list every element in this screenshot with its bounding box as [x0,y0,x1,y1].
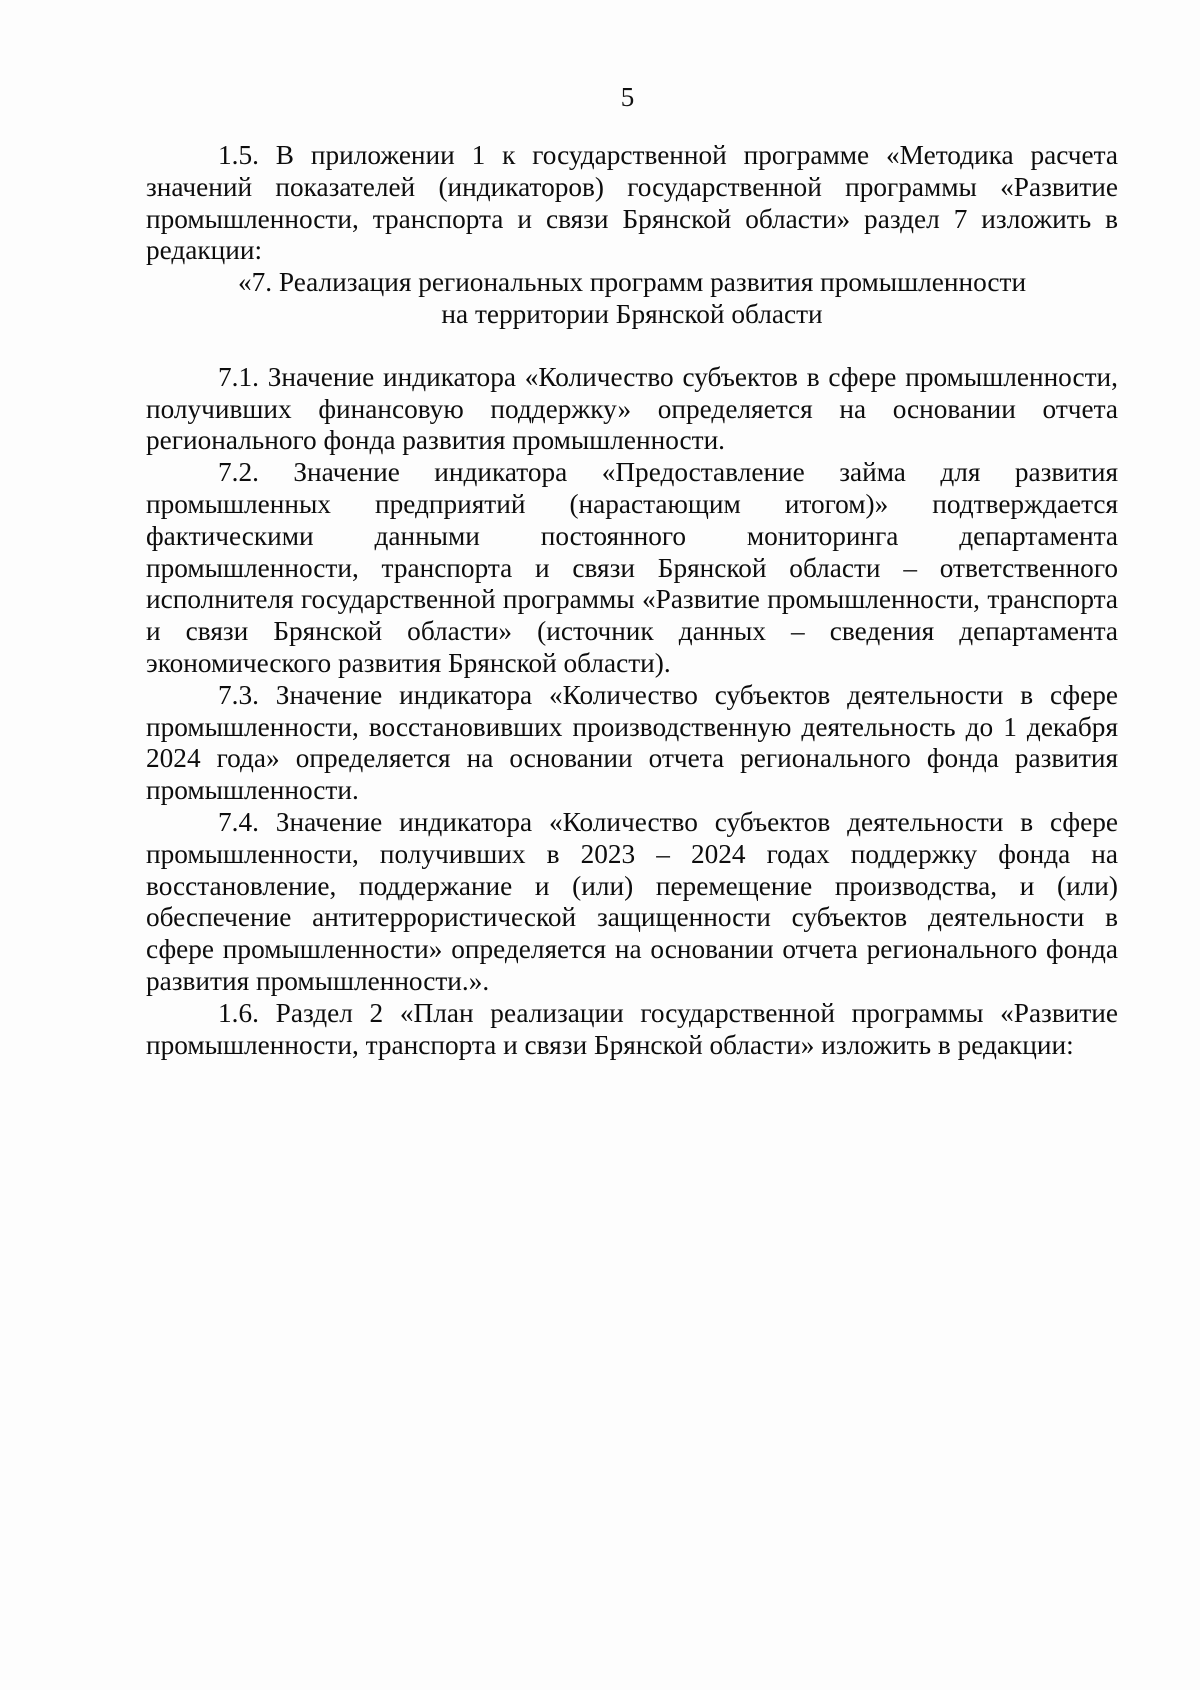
document-body [146,140,1118,1061]
section-heading [146,267,1118,331]
paragraph-1-5: 1.5. В приложении 1 к государственной программе «Методика расчета значений показателей (индикаторов) государственной программы «Развитие промышленности, транспорта и связи Брянской области» раздел 7 изложить в редакции: [146,140,1118,266]
section-heading-line-2: на территории Брянской области [441,298,823,329]
paragraph-7-4: 7.4. Значение индикатора «Количество субъектов деятельности в сфере промышленности, получивших в 2023 – 2024 годах поддержку фонда на восстановление, поддержание и (или) перемещение производства, и (или) обеспечение антитеррористической защищенности субъектов деятельности в сфере промышленности» определяется на основании отчета регионального фонда развития промышленности.». [146,806,1118,996]
paragraph-1-6: 1.6. Раздел 2 «План реализации государственной программы «Развитие промышленности, транспорта и связи Брянской области» изложить в редакции: [146,997,1118,1060]
paragraph-7-2: 7.2. Значение индикатора «Предоставление займа для развития промышленных предприятий (нарастающим итогом)» подтверждается фактическими данными постоянного мониторинга департамента промышленности, транспорта и связи Брянской области – ответственного исполнителя государственной программы «Развитие промышленности, транспорта и связи Брянской области» (источник данных – сведения департамента экономического развития Брянской области). [146,457,1118,678]
page-number: 5 [620,82,635,112]
section-heading-line-1: «7. Реализация региональных программ развития промышленности [237,267,1027,298]
paragraph-7-3: 7.3. Значение индикатора «Количество субъектов деятельности в сфере промышленности, восстановивших производственную деятельность до 1 декабря 2024 года» определяется на основании отчета регионального фонда развития промышленности. [146,679,1118,806]
paragraph-7-1: 7.1. Значение индикатора «Количество субъектов в сфере промышленности, получивших финансовую поддержку» определяется на основании отчета регионального фонда развития промышленности. [146,361,1118,456]
